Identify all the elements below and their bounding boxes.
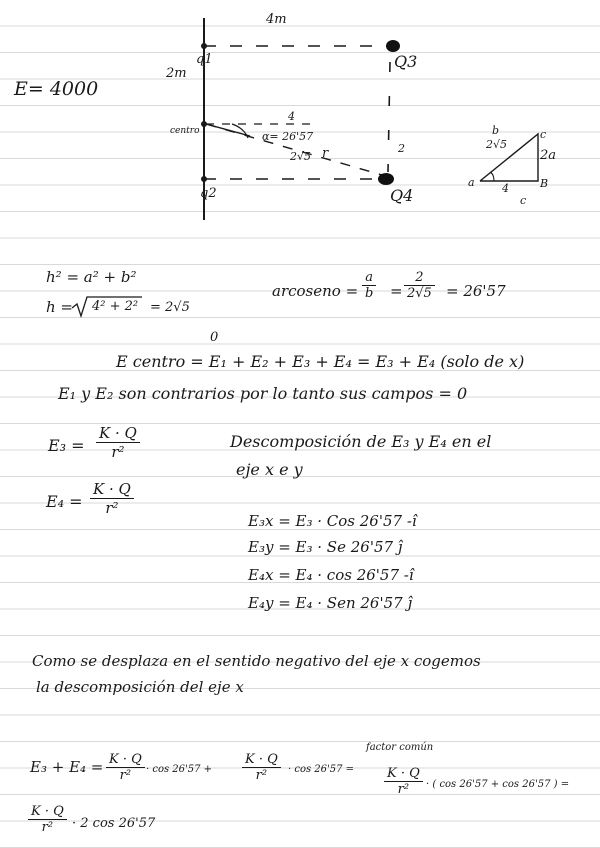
centro-label: centro	[170, 126, 200, 136]
zero-mark: 0	[210, 330, 219, 345]
pythagoras-root: 4² + 2²	[92, 299, 139, 314]
decomp-title-2: eje x e y	[236, 460, 303, 479]
final-frac2-num: K · Q	[242, 752, 281, 768]
triangle-vertex-b: B	[540, 177, 549, 190]
component-e3x-unit: -î	[406, 512, 417, 530]
top-distance-label: 4m	[266, 12, 287, 27]
e4-left: E₄ =	[46, 492, 83, 511]
component-e4x	[248, 566, 414, 584]
final-part1: · cos 26'57 +	[146, 764, 213, 775]
q2-dot	[201, 176, 207, 182]
pythagoras-line1: h² = a² + b²	[46, 268, 137, 286]
centro-dot	[201, 121, 207, 127]
arcsine-frac1-num: a	[362, 270, 376, 286]
e4-den: r²	[105, 499, 119, 517]
right-dashed-line	[388, 62, 390, 172]
r-label: r	[322, 146, 329, 161]
final-frac1	[106, 752, 145, 783]
component-e3x	[248, 512, 417, 530]
final-frac2	[242, 752, 281, 783]
q1-dot	[201, 43, 207, 49]
note-negative-line2: la descomposición del eje x	[36, 678, 244, 696]
arcsine-frac1	[362, 270, 376, 301]
final-frac4	[28, 804, 67, 835]
Q4-charge	[378, 173, 394, 185]
arcsine-frac1-den: b	[365, 286, 374, 301]
e4-frac	[90, 480, 134, 517]
final-left: E₃ + E₄ =	[30, 758, 104, 776]
arcsine-result: = 26'57	[446, 282, 506, 300]
hyp-label: 2√5	[290, 150, 312, 163]
component-e4y-text: E₄y = E₄ · Sen 26'57	[248, 594, 408, 612]
side-distance-label: 2m	[166, 66, 187, 81]
q2-label: q2	[200, 186, 217, 201]
component-e3y-unit: ĵ	[397, 538, 403, 556]
Q4-label: Q4	[390, 186, 414, 205]
Q3-charge	[386, 40, 400, 52]
final-frac1-num: K · Q	[106, 752, 145, 768]
e3-left: E₃ =	[48, 436, 85, 455]
triangle-hyp-value: 2√5	[486, 138, 508, 151]
arcsine-label: arcoseno =	[272, 282, 359, 300]
final-frac3-num: K · Q	[384, 766, 423, 782]
triangle-hyp-b: b	[492, 124, 500, 137]
component-e4x-text: E₄x = E₄ · cos 26'57	[248, 566, 404, 584]
triangle-angle-arc	[490, 172, 494, 181]
arcsine-frac2	[404, 270, 435, 301]
e4-num: K · Q	[90, 480, 134, 499]
triangle-opposite: 2a	[540, 148, 557, 163]
final-frac4-den: r²	[41, 820, 54, 835]
decomp-title-1: Descomposición de E₃ y E₄ en el	[230, 432, 492, 451]
final-part4: · 2 cos 26'57	[72, 816, 156, 831]
triangle-vertex-c: c	[540, 128, 547, 141]
Q3-label: Q3	[394, 52, 418, 71]
final-frac3	[384, 766, 423, 797]
component-e4y-unit: ĵ	[407, 594, 413, 612]
four-label: 4	[288, 110, 295, 123]
arcsine-frac2-den: 2√5	[407, 286, 432, 301]
two-label: 2	[398, 142, 405, 155]
final-frac3-den: r²	[397, 782, 410, 797]
e3-frac	[96, 424, 140, 461]
note-negative-line1: Como se desplaza en el sentido negativo del eje x cogemos	[32, 652, 481, 670]
final-frac4-num: K · Q	[28, 804, 67, 820]
field-value: E= 4000	[14, 78, 99, 100]
q1-label: q1	[196, 52, 213, 67]
centro-equation: E centro = E₁ + E₂ + E₃ + E₄ = E₃ + E₄ (solo de x)	[116, 352, 525, 371]
arcsine-frac2-num: 2	[404, 270, 435, 286]
component-e3y	[248, 538, 402, 556]
component-e4x-unit: -î	[403, 566, 414, 584]
component-e4y	[248, 594, 412, 612]
triangle-vertex-a: a	[468, 176, 475, 189]
e3-den: r²	[111, 443, 125, 461]
triangle-bottom-c: c	[520, 194, 527, 207]
triangle-adjacent: 4	[502, 182, 509, 195]
arcsine-eq: =	[390, 282, 403, 300]
pythagoras-line2-left: h =	[46, 298, 73, 316]
pythagoras-result: = 2√5	[150, 300, 190, 315]
note-contrarios: E₁ y E₂ son contrarios por lo tanto sus campos = 0	[58, 384, 468, 403]
factor-label: factor común	[366, 742, 434, 753]
final-part2: · cos 26'57 =	[288, 764, 355, 775]
component-e3x-text: E₃x = E₃ · Cos 26'57	[248, 512, 407, 530]
final-part3: · ( cos 26'57 + cos 26'57 ) =	[426, 779, 570, 790]
e3-num: K · Q	[96, 424, 140, 443]
final-frac1-den: r²	[119, 768, 132, 783]
angle-label: α= 26'57	[262, 130, 314, 143]
final-frac2-den: r²	[255, 768, 268, 783]
component-e3y-text: E₃y = E₃ · Se 26'57	[248, 538, 398, 556]
